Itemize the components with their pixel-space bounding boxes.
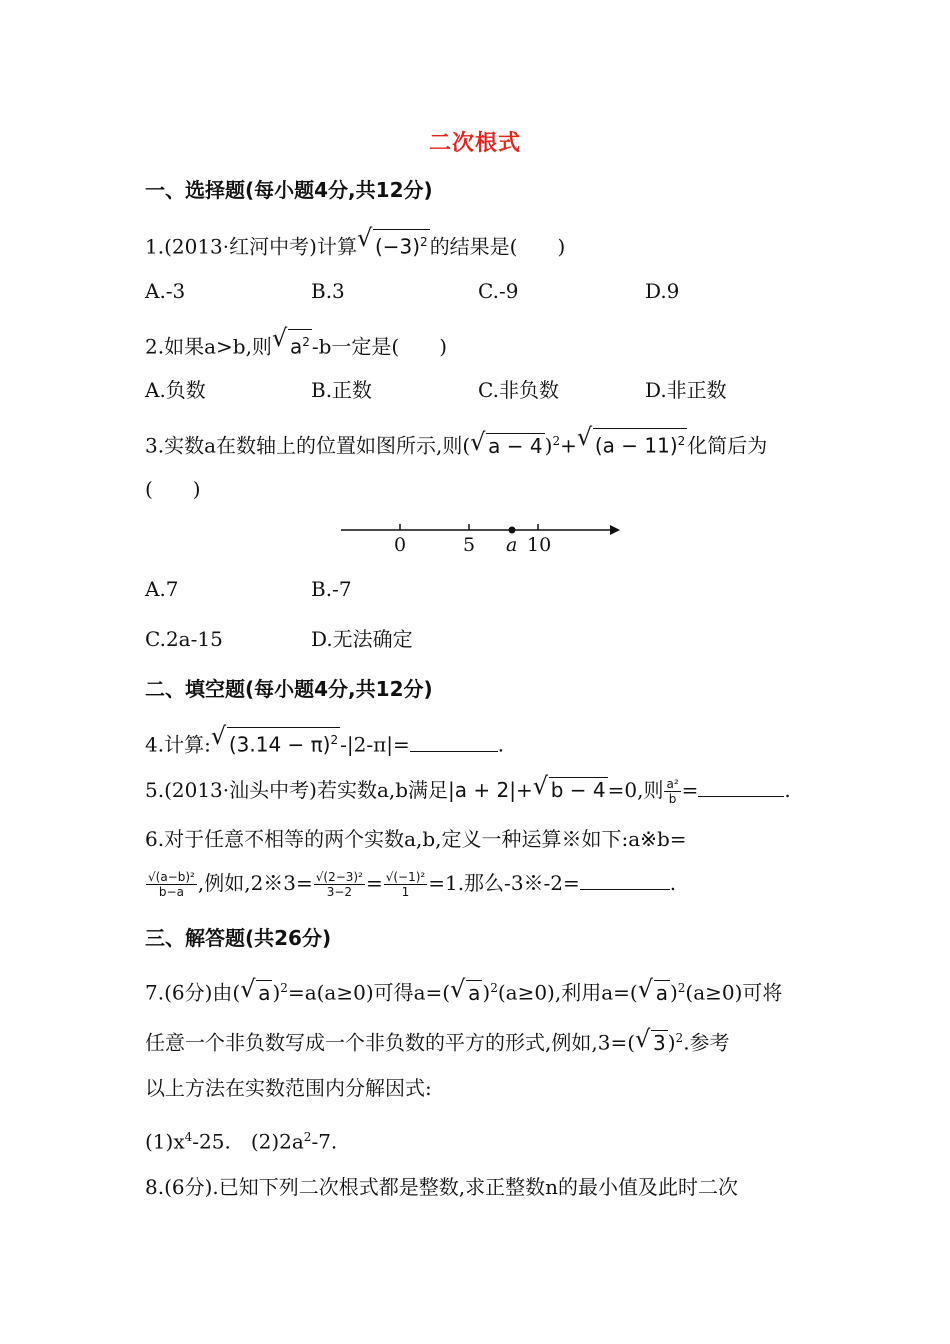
close-paren: ) xyxy=(544,433,553,458)
exponent: 2 xyxy=(675,1031,684,1045)
point-a xyxy=(509,527,516,534)
fraction-denominator: b−a xyxy=(158,885,184,899)
fraction-numerator: √(−1)² xyxy=(385,870,426,884)
point-label-a: a xyxy=(506,534,518,555)
question-7-line-2 xyxy=(145,1026,730,1055)
option-c: C.非负数 xyxy=(478,378,559,402)
exponent: 2 xyxy=(303,1130,312,1144)
radicand: a xyxy=(258,980,271,1005)
sqrt-3 xyxy=(637,1030,668,1055)
exponent: 4 xyxy=(184,1130,193,1144)
sqrt-a xyxy=(452,980,482,1005)
radicand: a xyxy=(289,334,303,359)
fraction-definition xyxy=(146,870,197,899)
exponent: 2 xyxy=(420,235,428,249)
question-3-answer-paren: ( ) xyxy=(145,477,201,501)
tick-label-10: 10 xyxy=(527,534,552,555)
radicand: (−3) xyxy=(374,234,421,259)
fraction-denominator: 1 xyxy=(401,885,410,899)
fraction-example xyxy=(314,870,365,899)
sqrt-expression xyxy=(274,329,312,359)
option-a: A.7 xyxy=(145,577,179,601)
radicand-1: a − 4 xyxy=(488,433,543,458)
radicand-2: (a − 11) xyxy=(594,433,678,458)
exponent: 2 xyxy=(490,981,498,995)
answer-blank xyxy=(580,871,670,890)
question-3-suffix: 化简后为 xyxy=(687,433,768,458)
equals-sign: = xyxy=(365,871,383,895)
sqrt-a xyxy=(242,980,272,1005)
question-5-prefix: 5.(2013·汕头中考)若实数a,b满足 xyxy=(145,778,449,802)
absolute-value-expression: |a + 2| xyxy=(448,778,516,802)
text: (1)x xyxy=(145,1129,185,1154)
radicand: 3 xyxy=(653,1030,666,1055)
sqrt-expression xyxy=(359,229,430,259)
question-3-prefix: 3.实数a在数轴上的位置如图所示,则( xyxy=(145,433,471,458)
sqrt-expression xyxy=(535,777,608,802)
answer-blank xyxy=(410,733,498,752)
question-6-ask: =1.那么-3※-2= xyxy=(428,871,580,895)
option-a: A.-3 xyxy=(145,279,186,303)
option-b: B.正数 xyxy=(311,378,373,402)
fraction-result xyxy=(384,870,428,899)
fraction-denominator: 3−2 xyxy=(326,885,353,899)
radicand: b − 4 xyxy=(550,778,606,802)
exponent-2: 2 xyxy=(677,434,686,448)
fraction xyxy=(664,777,680,806)
option-a: A.负数 xyxy=(145,378,206,402)
radicand: a xyxy=(655,980,668,1005)
equals-sign: = xyxy=(681,778,699,802)
answer-blank xyxy=(698,778,784,797)
option-c: C.-9 xyxy=(478,279,519,303)
text: -25. (2)2a xyxy=(192,1129,304,1154)
tick-label-5: 5 xyxy=(463,534,476,555)
question-7-line-1 xyxy=(145,976,782,1005)
text: 7.(6分)由( xyxy=(145,980,241,1005)
text: .参考 xyxy=(683,1030,730,1055)
close-paren: ) xyxy=(272,980,281,1005)
text: -7. xyxy=(311,1129,338,1154)
question-7-line-4 xyxy=(145,1125,337,1154)
tick-label-0: 0 xyxy=(394,534,407,555)
exponent: 2 xyxy=(280,981,288,995)
sqrt-a xyxy=(640,980,670,1005)
option-b: B.-7 xyxy=(311,577,352,601)
plus-sign: + xyxy=(515,778,533,802)
period: . xyxy=(784,778,791,802)
question-8-line-1: 8.(6分).已知下列二次根式都是整数,求正整数n的最小值及此时二次 xyxy=(145,1175,739,1199)
question-2-prefix: 2.如果a>b,则 xyxy=(145,334,272,359)
text: (a≥0)可将 xyxy=(685,980,783,1005)
exponent: 2 xyxy=(677,981,686,995)
question-2-suffix: -b一定是( ) xyxy=(311,334,448,359)
option-b: B.3 xyxy=(311,279,345,303)
radicand: a xyxy=(468,980,481,1005)
fraction-denominator: b xyxy=(668,792,677,806)
question-4-prefix: 4.计算: xyxy=(145,732,211,757)
document-title: 二次根式 xyxy=(428,131,521,156)
sqrt-expression xyxy=(213,727,340,757)
arrow-right-icon xyxy=(610,525,620,535)
exponent: 2 xyxy=(330,733,339,747)
question-2 xyxy=(145,329,447,359)
close-paren: ) xyxy=(669,980,678,1005)
question-5-mid: =0,则 xyxy=(607,778,664,802)
fraction-numerator: √(2−3)² xyxy=(315,870,363,884)
period: . xyxy=(669,871,677,895)
example-text: ,例如,2※3= xyxy=(197,871,313,895)
period: . xyxy=(497,732,505,757)
question-1-prefix: 1.(2013·红河中考)计算 xyxy=(145,234,357,259)
radicand: (3.14 − π) xyxy=(228,732,331,757)
sqrt-expression-1 xyxy=(472,433,544,458)
fraction-numerator: a² xyxy=(666,777,679,791)
option-d: D.9 xyxy=(645,279,680,303)
text: =a(a≥0)可得a=( xyxy=(287,980,451,1005)
text: (a≥0),利用a=( xyxy=(497,980,638,1005)
question-7-line-3: 以上方法在实数范围内分解因式: xyxy=(145,1076,432,1100)
option-d: D.非正数 xyxy=(645,378,727,402)
question-1 xyxy=(145,229,565,259)
fraction-numerator: √(a−b)² xyxy=(148,870,195,884)
plus-sign: + xyxy=(560,433,577,458)
option-c: C.2a-15 xyxy=(145,627,223,651)
exponent-1: 2 xyxy=(552,434,561,448)
close-paren: ) xyxy=(667,1030,676,1055)
section-heading-multiple-choice: 一、选择题(每小题4分,共12分) xyxy=(145,178,433,202)
section-heading-fill-in: 二、填空题(每小题4分,共12分) xyxy=(145,677,433,701)
sqrt-expression-2 xyxy=(579,428,687,458)
option-d: D.无法确定 xyxy=(311,627,413,651)
exponent: 2 xyxy=(302,335,310,349)
question-6-line-1: 6.对于任意不相等的两个实数a,b,定义一种运算※如下:a※b= xyxy=(145,827,687,851)
question-4-suffix: -|2-π|= xyxy=(340,732,410,757)
question-6-line-2 xyxy=(145,870,676,899)
question-5 xyxy=(145,777,791,806)
question-4 xyxy=(145,727,504,757)
section-heading-solutions: 三、解答题(共26分) xyxy=(145,926,332,950)
close-paren: ) xyxy=(482,980,491,1005)
number-line-figure xyxy=(338,515,628,555)
question-1-suffix: 的结果是( ) xyxy=(429,234,566,259)
text: 任意一个非负数写成一个非负数的平方的形式,例如,3=( xyxy=(145,1030,635,1055)
question-3 xyxy=(145,428,767,458)
